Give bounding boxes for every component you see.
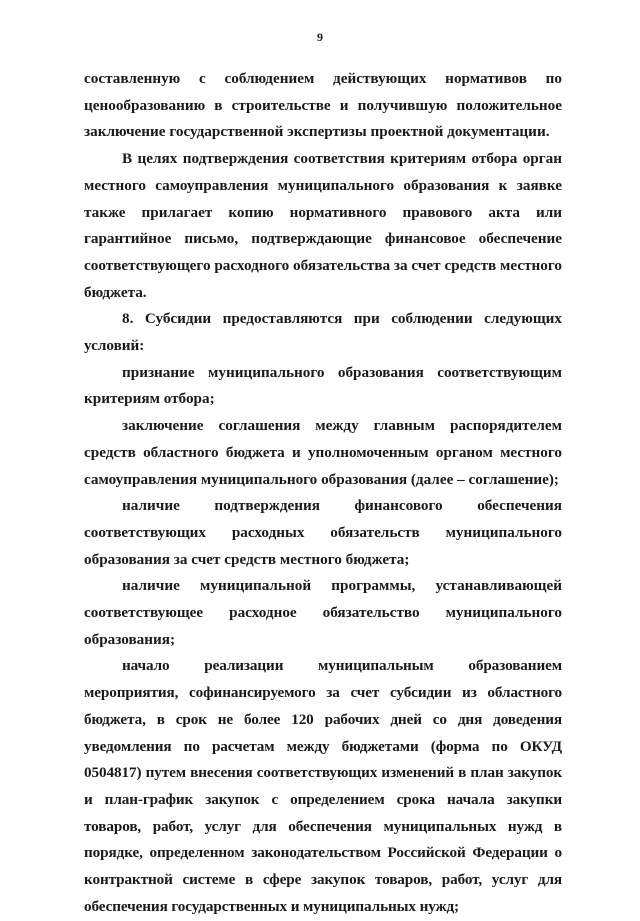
paragraph: наличие подтверждения финансового обеспечения соответствующих расходных обязательств муниципального образования за счет средств местного бюджета; xyxy=(84,497,562,568)
document-body xyxy=(84,66,562,921)
paragraph: признание муниципального образования соответствующим критериям отбора; xyxy=(84,363,562,408)
page-number: 9 xyxy=(317,30,323,44)
paragraph: составленную с соблюдением действующих нормативов по ценообразованию в строительстве и получившую положительное заключение государственной экспертизы проектной документации. xyxy=(84,70,562,141)
paragraph: наличие муниципальной программы, устанавливающей соответствующее расходное обязательство муниципального образования; xyxy=(84,577,562,648)
paragraph: 8. Субсидии предоставляются при соблюдении следующих условий: xyxy=(84,310,562,355)
paragraph: начало реализации муниципальным образованием мероприятия, софинансируемого за счет субсидии из областного бюджета, в срок не более 120 рабочих дней со дня доведения уведомления по расчетам между бюджетами (форма по ОКУД 0504817) путем внесения соответствующих изменений в план закупок и план-график закупок с определением срока начала закупки товаров, работ, услуг для обеспечения муниципальных нужд в порядке, определенном законодательством Российской Федерации о контрактной системе в сфере закупок товаров, работ, услуг для обеспечения государственных и муниципальных нужд; xyxy=(84,657,562,915)
paragraph: заключение соглашения между главным распорядителем средств областного бюджета и уполномоченным органом местного самоуправления муниципального образования (далее – соглашение); xyxy=(84,417,562,488)
paragraph: В целях подтверждения соответствия критериям отбора орган местного самоуправления муниципального образования к заявке также прилагает копию нормативного правового акта или гарантийное письмо, подтверждающие финансовое обеспечение соответствующего расходного обязательства за счет средств местного бюджета. xyxy=(84,150,562,301)
